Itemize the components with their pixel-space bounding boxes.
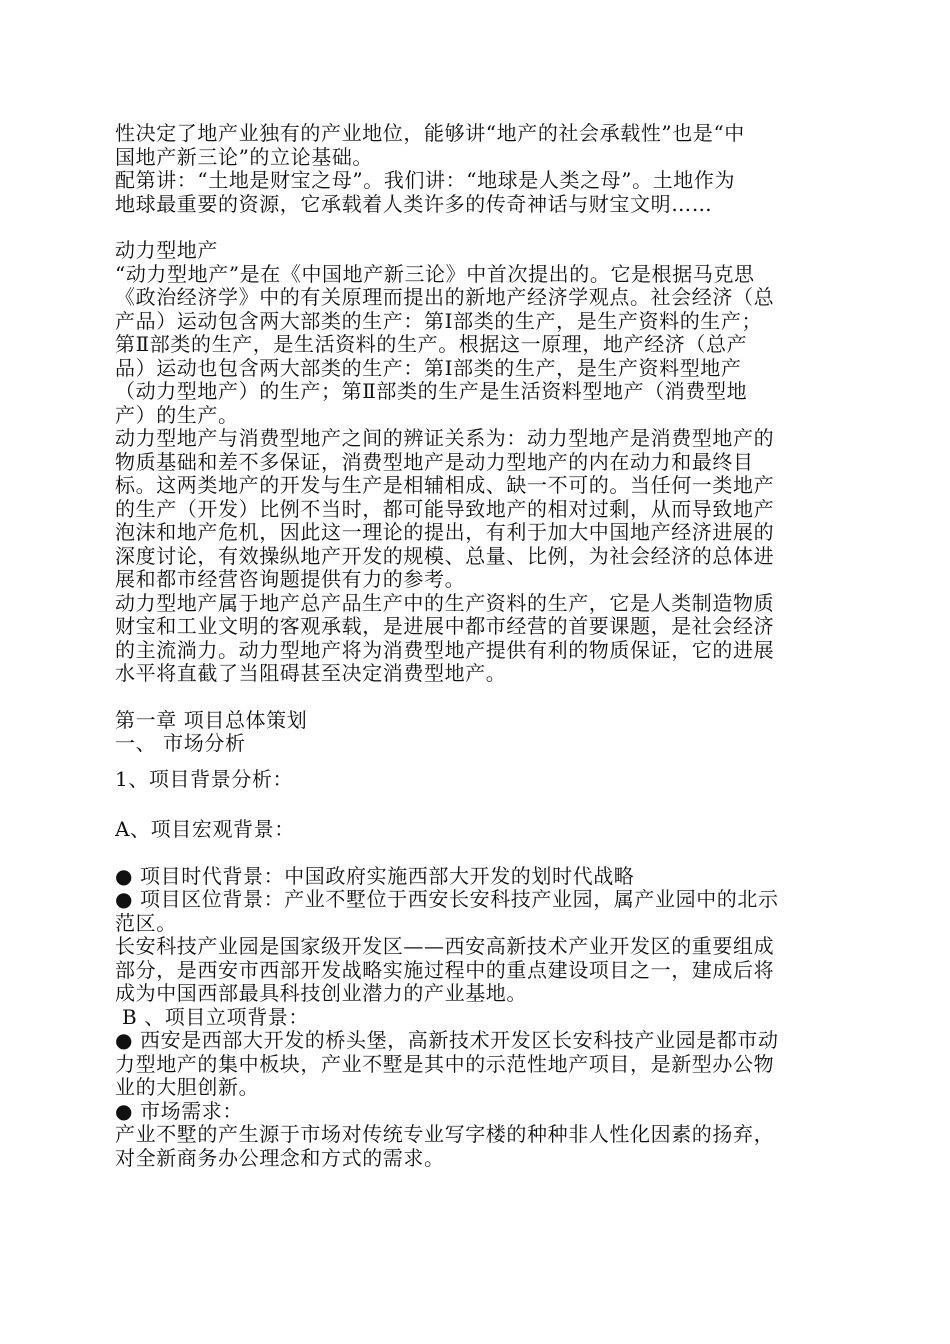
subsection-heading-a <box>115 818 830 842</box>
subsection-title: A、项目宏观背景： <box>115 818 295 841</box>
text-line: 业的大胆创新。 <box>115 1076 260 1099</box>
subsection-heading-1 <box>115 768 830 792</box>
text-line: 展和都市经营咨询题提供有力的参考。 <box>115 568 466 591</box>
bullet-line: ● 项目时代背景：中国政府实施西部大开发的划时代战略 <box>115 864 635 888</box>
text-line: 产品）运动包含两大部类的生产：第Ⅰ部类的生产，是生产资料的生产； <box>115 309 763 333</box>
text-line: 第Ⅱ部类的生产，是生活资料的生产。根据这一原理，地产经济（总产 <box>115 333 748 356</box>
text-line: 的生产（开发）比例不当时，都可能导致地产的相对过剩，从而导致地产 <box>115 497 775 521</box>
text-line: 深度讨论，有效操纵地产开发的规模、总量、比例，为社会经济的总体进 <box>115 544 775 568</box>
document-page <box>115 122 830 1170</box>
subsection-title: B 、项目立项背景： <box>115 1005 310 1029</box>
paragraph-p1 <box>115 122 830 169</box>
text-line: 《政治经济学》中的有关原理而提出的新地产经济学观点。社会经济（总 <box>115 286 775 309</box>
heading-dynamic-real-estate <box>115 239 830 263</box>
text-line: 对全新商务办公理念和方式的需求。 <box>115 1146 445 1170</box>
section-title: 一、 市场分析 <box>115 732 246 755</box>
text-line: （动力型地产）的生产；第Ⅱ部类的生产是生活资料型地产（消费型地 <box>115 380 748 403</box>
section-heading: 动力型地产 <box>115 239 218 262</box>
text-line: 产业不墅的产生源于市场对传统专业写字楼的种种非人性化因素的扬弃， <box>115 1123 775 1146</box>
text-line: 动力型地产与消费型地产之间的辨证关系为：动力型地产是消费型地产的 <box>115 427 775 450</box>
bullet-line: ● 西安是西部大开发的桥头堡，高新技术开发区长安科技产业园是都市动 <box>115 1029 779 1052</box>
bullet-line: ● 项目区位背景：产业不墅位于西安长安科技产业园，属产业园中的北示 <box>115 888 779 911</box>
text-line: 地球最重要的资源，它承载着人类许多的传奇神话与财宝文明…… <box>115 192 713 216</box>
paragraph-p6 <box>115 865 830 1171</box>
text-line: 长安科技产业园是国家级开发区——西安高新技术产业开发区的重要组成 <box>115 935 775 958</box>
text-line: 的主流淌力。动力型地产将为消费型地产提供有利的物质保证，它的进展 <box>115 638 775 662</box>
text-line: 动力型地产属于地产总产品生产中的生产资料的生产，它是人类制造物质 <box>115 591 775 615</box>
bullet-line: ● 市场需求： <box>115 1099 244 1123</box>
text-line: 泡沫和地产危机，因此这一理论的提出，有利于加大中国地产经济进展的 <box>115 521 775 544</box>
chapter-title: 第一章 项目总体策划 <box>115 708 308 732</box>
text-line: 范区。 <box>115 911 177 935</box>
text-line: 产）的生产。 <box>115 403 239 427</box>
paragraph-p2 <box>115 169 830 216</box>
text-line: 成为中国西部最具科技创业潜力的产业基地。 <box>115 982 527 1005</box>
chapter-heading-block <box>115 709 830 756</box>
text-line: 配第讲：“土地是财宝之母”。我们讲：“地球是人类之母”。土地作为 <box>115 169 736 192</box>
text-line: 水平将直截了当阻碍甚至决定消费型地产。 <box>115 662 507 685</box>
text-line: 物质基础和差不多保证，消费型地产是动力型地产的内在动力和最终目 <box>115 450 754 474</box>
text-line: 标。这两类地产的开发与生产是相辅相成、缺一不可的。当任何一类地产 <box>115 474 775 497</box>
paragraph-p3 <box>115 263 830 428</box>
subsection-title: 1、项目背景分析： <box>115 767 294 791</box>
paragraph-p4 <box>115 427 830 592</box>
paragraph-p5 <box>115 592 830 686</box>
text-line: 部分，是西安市西部开发战略实施过程中的重点建设项目之一，建成后将 <box>115 958 775 982</box>
text-line: 品）运动也包含两大部类的生产：第Ⅰ部类的生产，是生产资料型地产 <box>115 356 742 380</box>
text-line: 国地产新三论”的立论基础。 <box>115 145 374 169</box>
text-line: “动力型地产”是在《中国地产新三论》中首次提出的。它是根据马克思 <box>115 262 755 286</box>
text-line: 性决定了地产业独有的产业地位，能够讲“地产的社会承载性”也是“中 <box>115 122 745 145</box>
text-line: 力型地产的集中板块，产业不墅是其中的示范性地产项目，是新型办公物 <box>115 1052 775 1076</box>
text-line: 财宝和工业文明的客观承载，是进展中都市经营的首要课题，是社会经济 <box>115 615 775 638</box>
